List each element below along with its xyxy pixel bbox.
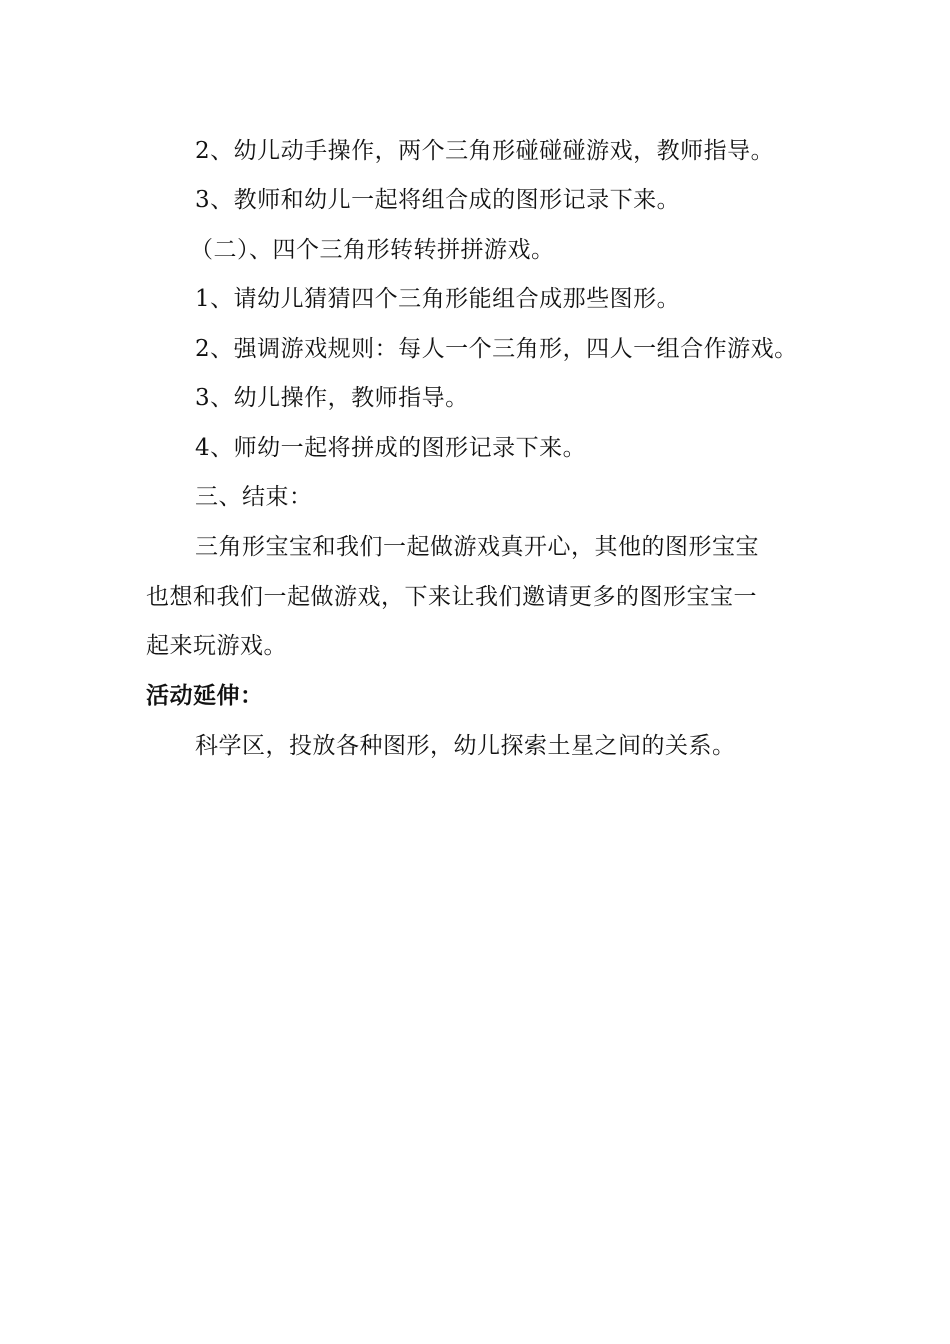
section-two-heading: （二）、四个三角形转转拼拼游戏。	[190, 237, 555, 263]
closing-paragraph-line-3: 起来玩游戏。	[146, 633, 287, 659]
closing-paragraph-line-2: 也想和我们一起做游戏，下来让我们邀请更多的图形宝宝一	[146, 584, 757, 610]
section-two-step-4: 4、师幼一起将拼成的图形记录下来。	[195, 435, 587, 461]
extension-text: 科学区，投放各种图形，幼儿探索土星之间的关系。	[195, 733, 736, 759]
step-3-line: 3、教师和幼儿一起将组合成的图形记录下来。	[195, 187, 681, 213]
closing-paragraph-line-1: 三角形宝宝和我们一起做游戏真开心，其他的图形宝宝	[195, 534, 759, 560]
extension-heading: 活动延伸：	[146, 683, 264, 709]
section-two-step-1: 1、请幼儿猜猜四个三角形能组合成那些图形。	[195, 286, 681, 312]
section-three-heading: 三、结束：	[195, 484, 313, 510]
section-two-step-2: 2、强调游戏规则：每人一个三角形，四人一组合作游戏。	[195, 336, 798, 362]
step-2-line: 2、幼儿动手操作，两个三角形碰碰碰游戏，教师指导。	[195, 138, 775, 164]
section-two-step-3: 3、幼儿操作，教师指导。	[195, 385, 469, 411]
